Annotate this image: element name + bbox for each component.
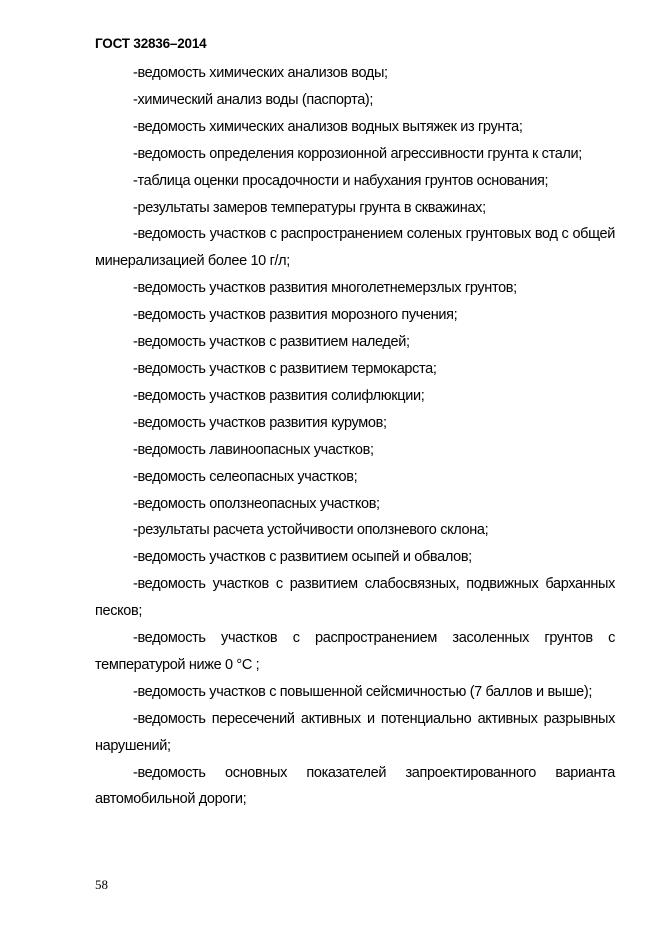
list-item: -ведомость селеопасных участков;	[133, 468, 358, 485]
list-item: -химический анализ воды (паспорта);	[133, 91, 374, 108]
list-item: -ведомость участков с распространением засоленных грунтов с температурой ниже 0 °С ;	[95, 630, 615, 673]
page-number: 58	[95, 877, 108, 892]
document-body	[95, 60, 615, 813]
list-item: -ведомость участков с распространением соленых грунтовых вод с общей минерализацией более 10 г/л;	[95, 226, 615, 270]
list-item: -ведомость пересечений активных и потенциально активных разрывных нарушений;	[95, 710, 615, 754]
list-item: -ведомость участков с развитием слабосвязных, подвижных барханных песков;	[95, 576, 615, 620]
list-item: -таблица оценки просадочности и набухания грунтов основания;	[133, 172, 549, 189]
list-item: -ведомость участков с развитием наледей;	[133, 334, 410, 351]
list-item: -ведомость лавиноопасных участков;	[133, 441, 374, 458]
list-item: -ведомость химических анализов воды;	[133, 65, 388, 81]
list-item: -ведомость участков развития морозного пучения;	[133, 307, 458, 324]
list-item: -ведомость участков развития многолетнемерзлых грунтов;	[133, 280, 517, 297]
list-item: -ведомость основных показателей запроектированного варианта автомобильной дороги;	[95, 764, 615, 808]
document-header: ГОСТ 32836–2014	[95, 36, 207, 51]
list-item: -ведомость оползнеопасных участков;	[133, 495, 380, 512]
list-item: -ведомость участков с повышенной сейсмичностью (7 баллов и выше);	[133, 683, 593, 700]
list-item: -ведомость участков развития курумов;	[133, 414, 387, 431]
list-item: -ведомость участков с развитием термокарста;	[133, 360, 437, 377]
list-item: -ведомость химических анализов водных вытяжек из грунта;	[133, 118, 523, 135]
list-item: -результаты замеров температуры грунта в скважинах;	[133, 199, 486, 216]
list-item: -ведомость определения коррозионной агрессивности грунта к стали;	[133, 145, 582, 162]
list-item: -результаты расчета устойчивости оползневого склона;	[133, 522, 489, 539]
list-item: -ведомость участков развития солифлюкции;	[133, 387, 425, 404]
list-item: -ведомость участков с развитием осыпей и обвалов;	[133, 549, 472, 566]
